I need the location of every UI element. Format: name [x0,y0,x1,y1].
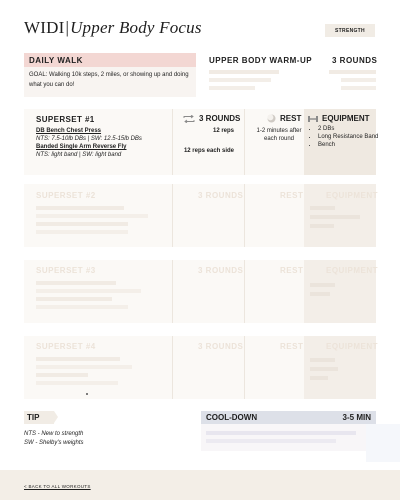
rest-label: REST [280,114,302,123]
superset-4-equipment: EQUIPMENT [326,342,379,351]
tip-title: TIP [27,413,40,422]
exercise-2-name[interactable]: Banded Single Arm Reverse Fly [36,144,127,150]
superset-2-placeholder-lines [36,204,148,242]
daily-walk-title: DAILY WALK [29,55,83,65]
superset-2-rounds: 3 ROUNDS [198,191,244,200]
cooldown-duration: 3-5 MIN [342,413,371,422]
brand-subtitle: Upper Body Focus [70,18,202,37]
superset-2-rest: REST [280,191,304,200]
cooldown-header [201,411,376,424]
category-badge: STRENGTH [325,24,375,37]
column-divider [172,260,173,323]
equipment-item: • Long Resistance Band [318,133,380,141]
back-to-workouts-link[interactable]: < BACK TO ALL WORKOUTS [24,484,91,489]
superset-3-equipment: EQUIPMENT [326,266,379,275]
bullet-dot [86,393,88,395]
rounds-label: 3 ROUNDS [199,114,241,123]
column-divider [244,260,245,323]
tip-body [24,430,84,448]
exercise-2-weights: NTS: light band | SW: light band [36,152,122,158]
cooldown-body [201,424,376,451]
page-title [24,18,202,38]
rest-duration: 1-2 minutes after each round [256,128,302,142]
rounds-header [183,114,240,123]
superset-2-title: SUPERSET #2 [36,191,96,200]
repeat-icon [183,115,195,123]
tip-arrow [54,411,58,423]
dumbbell-icon [308,115,318,123]
superset-4-title: SUPERSET #4 [36,342,96,351]
superset-1-exercises [36,127,168,159]
superset-4-equipment-placeholder [310,356,365,386]
column-divider [172,184,173,247]
daily-walk-goal: GOAL: Walking 10k steps, 2 miles, or showing up and doing what you can do! [24,67,196,97]
brand-name: WIDI [24,18,65,37]
column-divider [244,336,245,399]
tip-line-2: SW - Shelby's weights [24,440,84,446]
superset-3-rest: REST [280,266,304,275]
tip-line-1: NTS - New to strength [24,431,84,437]
warmup-faded-content [209,68,376,94]
superset-1-title: SUPERSET #1 [36,115,95,124]
tip-header [24,411,54,424]
brand-separator: | [65,18,70,37]
superset-4-placeholder-lines [36,355,148,393]
exercise-1-weights: NTS: 7.5-10lb DBs | SW: 12.5-15lb DBs [36,136,142,142]
column-divider [172,109,173,175]
daily-walk-header [24,53,196,67]
superset-2-equipment: EQUIPMENT [326,191,379,200]
superset-3-rounds: 3 ROUNDS [198,266,244,275]
warmup-rounds: 3 ROUNDS [332,56,378,65]
decorative-panel [366,424,400,462]
superset-4-rest: REST [280,342,304,351]
equipment-list [308,125,380,149]
column-divider [244,184,245,247]
superset-2-equipment-placeholder [310,204,365,232]
equipment-label: EQUIPMENT [322,114,370,123]
superset-3-equipment-placeholder [310,281,365,301]
superset-3-placeholder-lines [36,279,148,317]
reps-2: 12 reps each side [183,148,234,154]
moon-icon [267,114,276,123]
exercise-1-name[interactable]: DB Bench Chest Press [36,128,102,134]
column-divider [244,109,245,175]
equipment-item: • Bench [318,141,380,149]
rest-header [267,114,301,123]
superset-3-title: SUPERSET #3 [36,266,96,275]
cooldown-title: COOL-DOWN [206,413,258,422]
warmup-title: UPPER BODY WARM-UP [209,56,313,65]
equipment-item: • 2 DBs [318,125,380,133]
reps-1: 12 reps [212,128,234,134]
column-divider [172,336,173,399]
equipment-header [308,114,370,123]
superset-4-rounds: 3 ROUNDS [198,342,244,351]
